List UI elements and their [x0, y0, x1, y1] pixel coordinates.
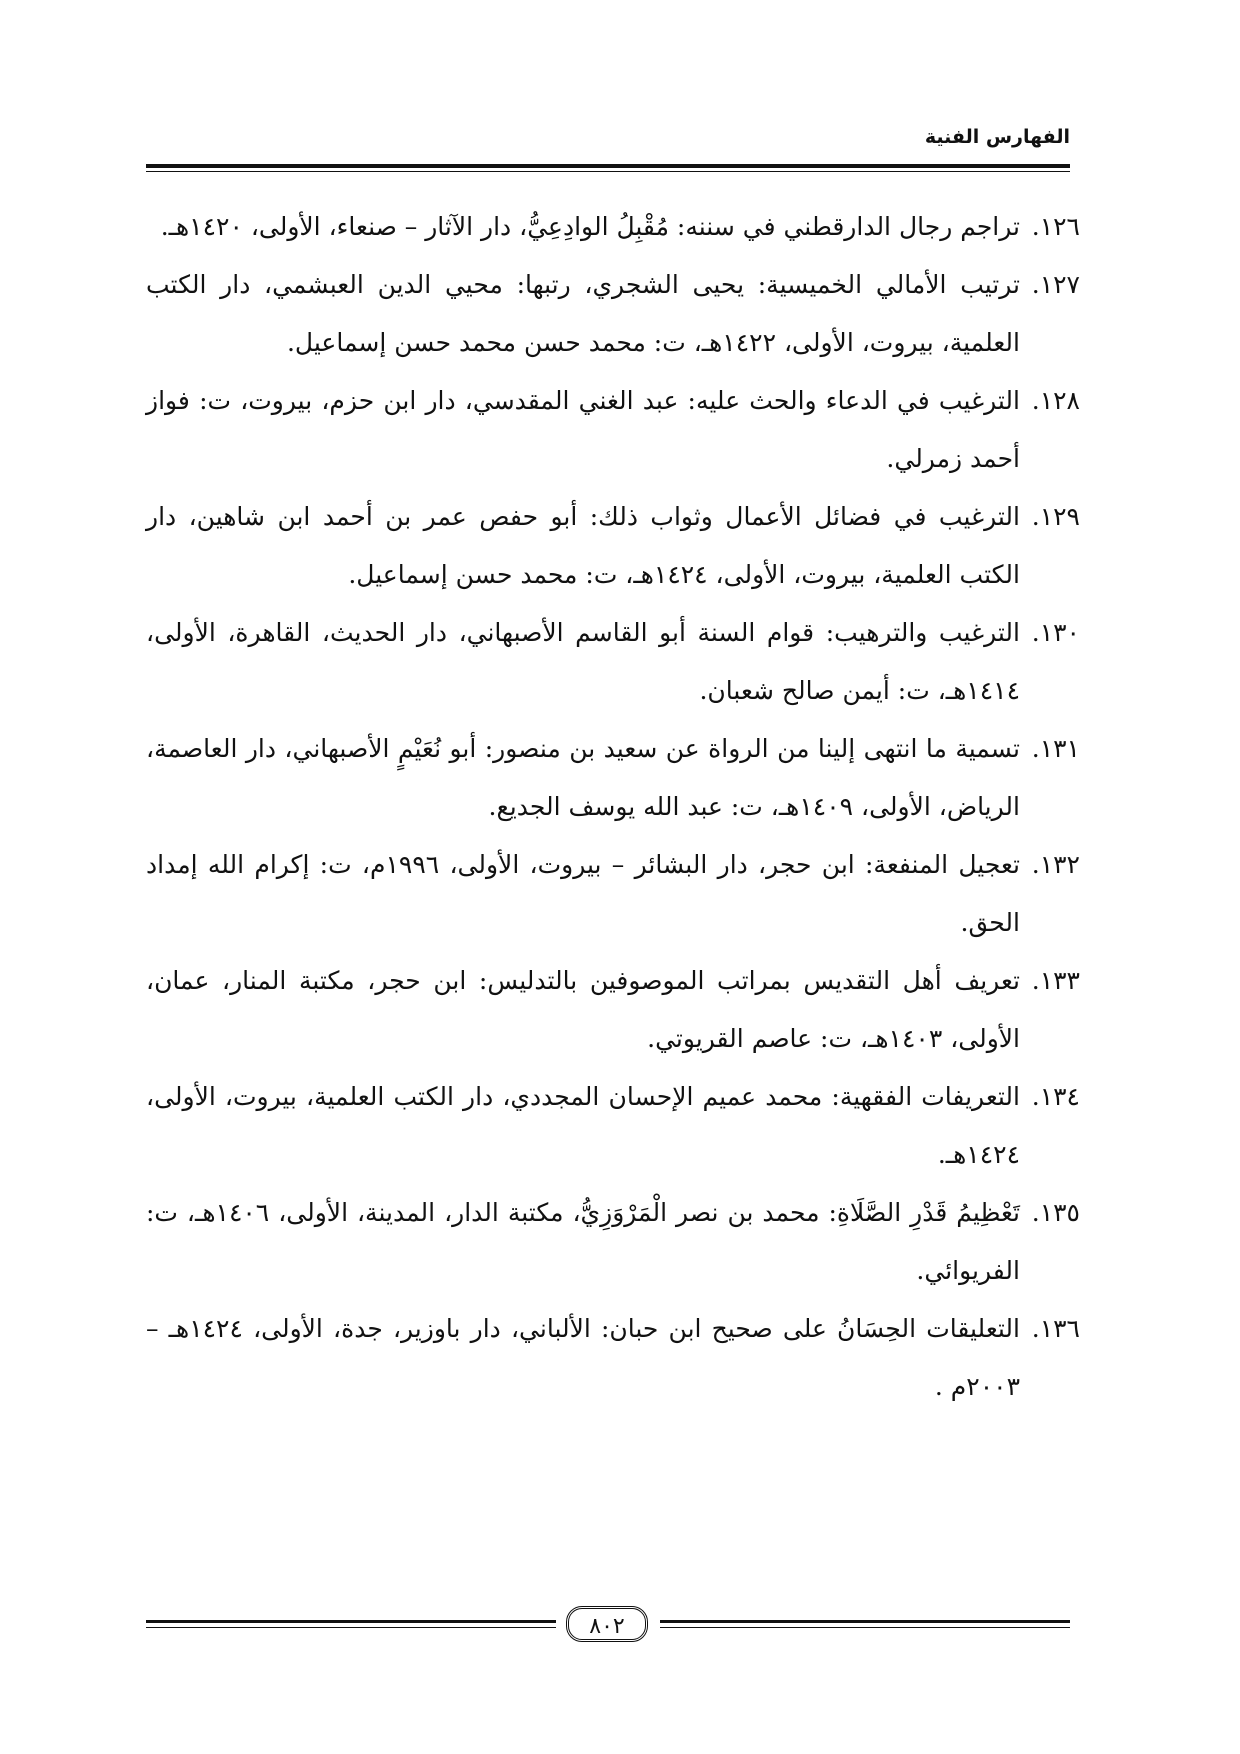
entry-text: التعريفات الفقهية: محمد عميم الإحسان المجددي، دار الكتب العلمية، بيروت، الأولى، ١٤٢٤هـ. [146, 1082, 1020, 1169]
page-footer [146, 1604, 1070, 1648]
entry-text: التعليقات الحِسَانُ على صحيح ابن حبان: الألباني، دار باوزير، جدة، الأولى، ١٤٢٤هـ – ٢٠٠٣م . [146, 1314, 1020, 1401]
entry-number: ١٣٠. [1031, 618, 1080, 647]
entry-number: ١٣٦. [1031, 1314, 1080, 1343]
entry-number: ١٣٥. [1031, 1198, 1080, 1227]
entry-number: ١٣٤. [1031, 1082, 1080, 1111]
entry-number: ١٢٩. [1031, 502, 1080, 531]
bibliography-entry [146, 604, 1080, 720]
footer-rule-thin [146, 1627, 556, 1628]
bibliography-entry [146, 952, 1080, 1068]
header-rule [146, 164, 1070, 168]
header-rule-thin [146, 171, 1070, 172]
entry-text: الترغيب في الدعاء والحث عليه: عبد الغني المقدسي، دار ابن حزم، بيروت، ت: فواز أحمد زمرلي. [146, 386, 1020, 473]
footer-rule [146, 1620, 556, 1623]
page-header-title: الفهارس الفنية [924, 126, 1070, 148]
bibliography-entry [146, 1068, 1080, 1184]
bibliography-entry [146, 256, 1080, 372]
bibliography-list [146, 198, 1080, 1416]
entry-text: تعجيل المنفعة: ابن حجر، دار البشائر – بيروت، الأولى، ١٩٩٦م، ت: إكرام الله إمداد الحق. [146, 850, 1021, 937]
entry-text: الترغيب في فضائل الأعمال وثواب ذلك: أبو حفص عمر بن أحمد ابن شاهين، دار الكتب العلمية، بيروت، الأولى، ١٤٢٤هـ، ت: محمد حسن إسماعيل. [146, 502, 1020, 589]
entry-number: ١٢٨. [1031, 386, 1080, 415]
entry-number: ١٢٦. [1031, 212, 1080, 241]
bibliography-entry [146, 720, 1080, 836]
bibliography-entry [146, 372, 1080, 488]
bibliography-entry [146, 198, 1080, 256]
footer-rule-thin [660, 1627, 1070, 1628]
page-number: ٨٠٢ [566, 1606, 648, 1642]
bibliography-entry [146, 836, 1080, 952]
entry-text: تراجم رجال الدارقطني في سننه: مُقْبِلُ الوادِعِيُّ، دار الآثار – صنعاء، الأولى، ١٤٢٠هـ. [160, 212, 1020, 241]
bibliography-entry [146, 1300, 1080, 1416]
entry-number: ١٢٧. [1031, 270, 1080, 299]
entry-text: تسمية ما انتهى إلينا من الرواة عن سعيد بن منصور: أبو نُعَيْمٍ الأصبهاني، دار العاصمة، الرياض، الأولى، ١٤٠٩هـ، ت: عبد الله يوسف الجديع. [146, 734, 1020, 821]
entry-text: الترغيب والترهيب: قوام السنة أبو القاسم الأصبهاني، دار الحديث، القاهرة، الأولى، ١٤١٤هـ، ت: أيمن صالح شعبان. [146, 618, 1020, 705]
entry-text: تَعْظِيمُ قَدْرِ الصَّلَاةِ: محمد بن نصر الْمَرْوَزِيُّ، مكتبة الدار، المدينة، الأولى، ١٤٠٦هـ، ت: الفريوائي. [146, 1198, 1020, 1285]
entry-text: تعريف أهل التقديس بمراتب الموصوفين بالتدليس: ابن حجر، مكتبة المنار، عمان، الأولى، ١٤٠٣هـ، ت: عاصم القريوتي. [146, 966, 1020, 1053]
footer-rule [660, 1620, 1070, 1623]
entry-text: ترتيب الأمالي الخميسية: يحيى الشجري، رتبها: محيي الدين العبشمي، دار الكتب العلمية، بيروت، الأولى، ١٤٢٢هـ، ت: محمد حسن محمد حسن إسماعيل. [146, 270, 1020, 357]
entry-number: ١٣٢. [1031, 850, 1080, 879]
entry-number: ١٣١. [1031, 734, 1080, 763]
bibliography-entry [146, 488, 1080, 604]
entry-number: ١٣٣. [1031, 966, 1080, 995]
bibliography-entry [146, 1184, 1080, 1300]
